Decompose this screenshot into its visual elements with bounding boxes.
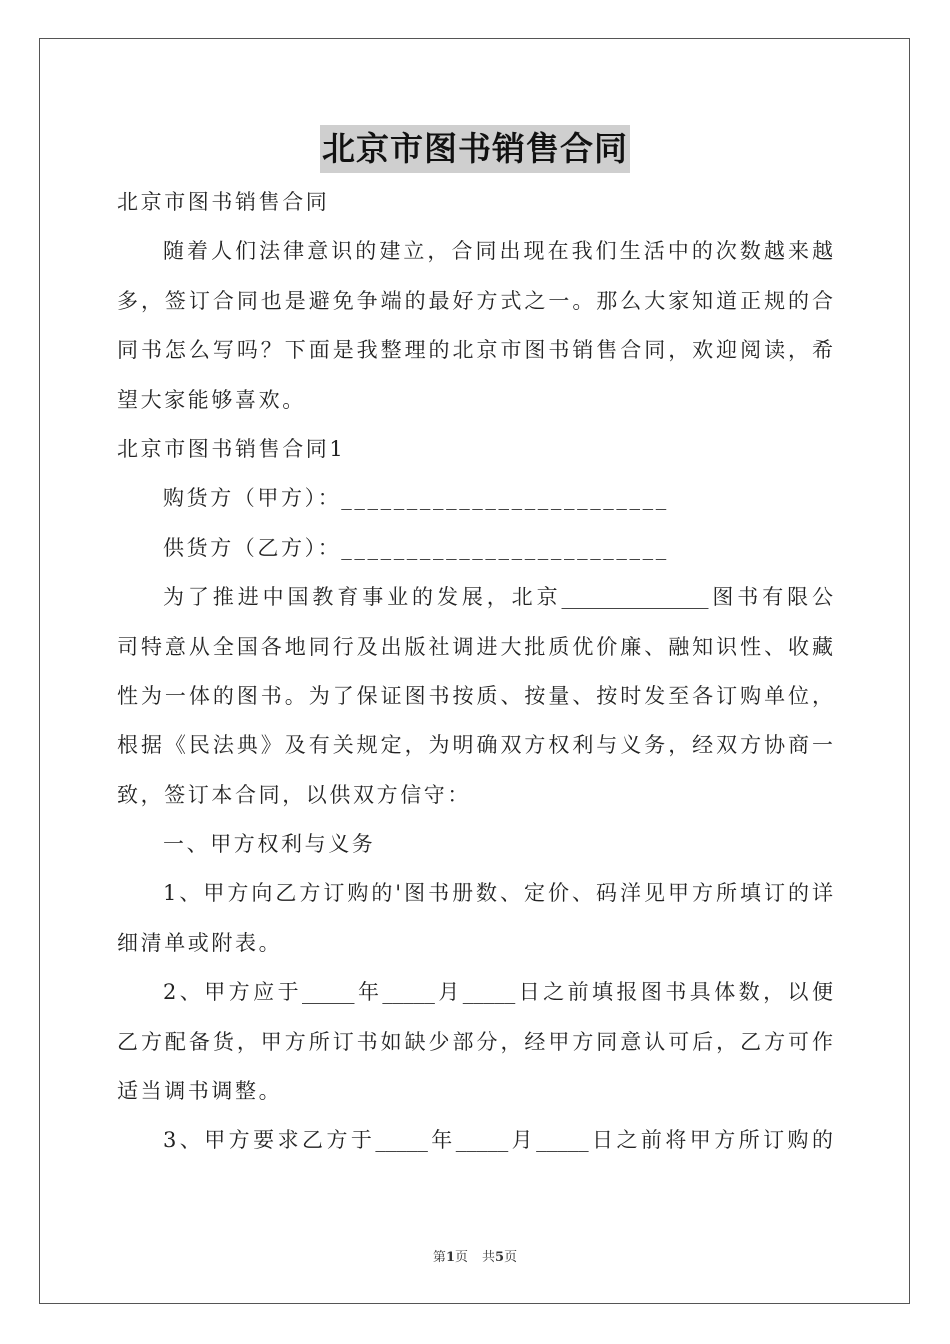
intro-line-3: 同书怎么写吗？下面是我整理的北京市图书销售合同，欢迎阅读，希 bbox=[117, 338, 833, 363]
page-suffix: 页 bbox=[454, 1250, 468, 1265]
title-container bbox=[0, 125, 950, 173]
preamble-line-5: 致，签订本合同，以供双方信守： bbox=[117, 782, 471, 807]
section-heading-contract-1: 北京市图书销售合同1 bbox=[117, 436, 346, 461]
supplier-party-line: 供货方（乙方）：_________________________ bbox=[163, 535, 669, 560]
clause-2-line-1: 2、甲方应于_____年_____月_____日之前填报图书具体数，以便 bbox=[163, 980, 833, 1005]
document-title: 北京市图书销售合同 bbox=[320, 125, 630, 173]
subtitle-line: 北京市图书销售合同 bbox=[117, 190, 330, 214]
intro-line-1: 随着人们法律意识的建立，合同出现在我们生活中的次数越来越 bbox=[163, 239, 833, 264]
page-prefix: 第 bbox=[432, 1250, 446, 1265]
total-suffix: 页 bbox=[504, 1250, 518, 1265]
clause-2-line-3: 适当调书调整。 bbox=[117, 1079, 283, 1104]
preamble-line-3: 性为一体的图书。为了保证图书按质、按量、按时发至各订购单位， bbox=[117, 683, 833, 708]
clause-1-line-2: 细清单或附表。 bbox=[117, 930, 283, 955]
intro-line-4: 望大家能够喜欢。 bbox=[117, 387, 306, 412]
document-body bbox=[117, 178, 833, 1166]
total-prefix: 共 bbox=[482, 1250, 496, 1265]
clause-heading-party-a: 一、甲方权利与义务 bbox=[163, 832, 376, 857]
preamble-line-2: 司特意从全国各地同行及出版社调进大批质优价廉、融知识性、收藏 bbox=[117, 634, 833, 659]
preamble-line-4: 根据《民法典》及有关规定，为明确双方权利与义务，经双方协商一 bbox=[117, 733, 833, 758]
clause-3-line-1: 3、甲方要求乙方于_____年_____月_____日之前将甲方所订购的 bbox=[163, 1128, 833, 1153]
intro-line-2: 多，签订合同也是避免争端的最好方式之一。那么大家知道正规的合 bbox=[117, 288, 833, 313]
clause-2-line-2: 乙方配备货，甲方所订书如缺少部分，经甲方同意认可后，乙方可作 bbox=[117, 1029, 833, 1054]
clause-1-line-1: 1、甲方向乙方订购的'图书册数、定价、码洋见甲方所填订的详 bbox=[163, 881, 833, 906]
total-pages: 5 bbox=[495, 1250, 505, 1265]
page-number: 1 bbox=[445, 1250, 455, 1265]
buyer-party-line: 购货方（甲方）：_________________________ bbox=[163, 486, 669, 511]
preamble-line-1: 为了推进中国教育事业的发展，北京______________图书有限公 bbox=[163, 585, 833, 610]
page-footer bbox=[0, 1246, 950, 1265]
